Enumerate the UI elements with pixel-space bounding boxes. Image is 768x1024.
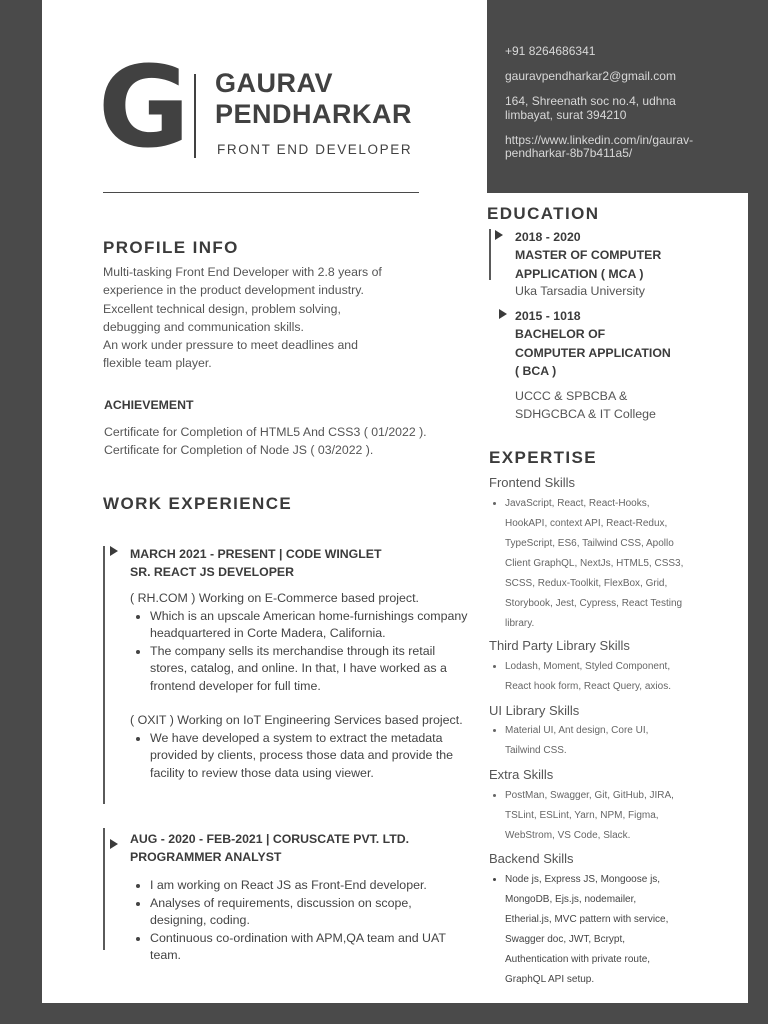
backend-skills-title: Backend Skills	[489, 851, 574, 866]
contact-panel	[487, 0, 768, 193]
edu1-school: Uka Tarsadia University	[515, 284, 645, 298]
education-heading: EDUCATION	[487, 204, 600, 223]
contact-linkedin[interactable]: https://www.linkedin.com/in/gaurav- pendharkar-8b7b411a5/	[505, 132, 694, 160]
contact-phone: +91 8264686341	[505, 44, 596, 58]
achievement-heading: ACHIEVEMENT	[104, 398, 194, 412]
profile-text: Multi-tasking Front End Developer with 2.8 years of experience in the product development industry. Excellent technical design, problem solving, debugging and communication skills. An work under pressure to meet deadlines and flexible team player.	[103, 265, 382, 371]
profile-heading: PROFILE INFO	[103, 238, 239, 257]
job1-header: MARCH 2021 - PRESENT | CODE WINGLET SR. REACT JS DEVELOPER	[130, 547, 382, 579]
extra-skills-title: Extra Skills	[489, 767, 554, 782]
third-party-skills-title: Third Party Library Skills	[489, 638, 630, 653]
timeline-line-job2	[103, 828, 105, 950]
job1-details: ( RH.COM ) Working on E-Commerce based project. • Which is an upscale American home-furnishings company headquartered in Corte Madera, California. • The company sells its merchandise through its retail stores, catalog, and online. In that, I have worked as a frontend developer for full time. ( OXIT ) Working on IoT Engineering Services based project. • We have developed a system to extract the metadata provided by clients, process those data and provide the facility to review those data using viewer.	[130, 590, 472, 782]
job2-bullets: • I am working on React JS as Front-End developer. • Analyses of requirements, discussion on scope, designing, coding. • Continuous co-ordination with APM,QA team and UAT team.	[130, 877, 450, 965]
edu2-degree: 2015 - 1018 BACHELOR OF COMPUTER APPLICATION ( BCA )	[515, 309, 671, 379]
bullet-triangle-icon	[110, 546, 118, 556]
ui-library-skills-list: • Material UI, Ant design, Core UI, Tailwind CSS.	[489, 721, 699, 761]
backend-skills-list: • Node js, Express JS, Mongoose js, MongoDB, Ejs.js, nodemailer, Etherial.js, MVC pattern with service, Swagger doc, JWT, Bcrypt, Authentication with private route, GraphQL API setup.	[489, 870, 699, 990]
frontend-skills-list: • JavaScript, React, React-Hooks, HookAPI, context API, React-Redux, TypeScript, ES6, Tailwind CSS, Apollo Client GraphQL, NextJs, HTML5, CSS3, SCSS, Redux-Toolkit, FlexBox, Grid, Storybook, Jest, Cypress, React Testing library.	[489, 494, 699, 634]
job-title: FRONT END DEVELOPER	[217, 142, 413, 157]
full-name: GAURAV PENDHARKAR	[215, 68, 413, 129]
expertise-heading: EXPERTISE	[489, 448, 598, 467]
extra-skills-list: • PostMan, Swagger, Git, GitHub, JIRA, TSLint, ESLint, Yarn, NPM, Figma, WebStrom, VS Code, Slack.	[489, 786, 699, 846]
bullet-triangle-icon	[495, 230, 503, 240]
third-party-skills-list: • Lodash, Moment, Styled Component, React hook form, React Query, axios.	[489, 657, 699, 697]
monogram-initial: G	[98, 43, 186, 173]
bullet-triangle-icon	[110, 839, 118, 849]
contact-address: 164, Shreenath soc no.4, udhna limbayat, surat 394210	[505, 94, 676, 122]
timeline-line-job1	[103, 546, 105, 804]
bullet-triangle-icon	[499, 309, 507, 319]
contact-email[interactable]: gauravpendharkar2@gmail.com	[505, 69, 676, 84]
job2-details	[130, 877, 450, 965]
ui-library-skills-title: UI Library Skills	[489, 703, 580, 718]
frontend-skills-title: Frontend Skills	[489, 475, 575, 490]
work-heading: WORK EXPERIENCE	[103, 494, 293, 513]
job2-header: AUG - 2020 - FEB-2021 | CORUSCATE PVT. LTD. PROGRAMMER ANALYST	[130, 832, 410, 864]
edu1-degree: 2018 - 2020 MASTER OF COMPUTER APPLICATION ( MCA )	[515, 230, 662, 281]
job1-proj2-bullets: • We have developed a system to extract the metadata provided by clients, process those data and provide the facility to review those data using viewer.	[130, 730, 472, 783]
name-divider	[194, 74, 196, 158]
header-rule	[103, 192, 419, 193]
edu2-school: UCCC & SPBCBA & SDHGCBCA & IT College	[515, 389, 656, 421]
job1-proj1-bullets: • Which is an upscale American home-furnishings company headquartered in Corte Madera, California. • The company sells its merchandise through its retail stores, catalog, and online. In that, I have worked as a frontend developer for full time.	[130, 608, 472, 696]
timeline-line-edu	[489, 229, 491, 280]
achievement-list: Certificate for Completion of HTML5 And CSS3 ( 01/2022 ). Certificate for Completion of Node JS ( 03/2022 ).	[104, 425, 427, 458]
